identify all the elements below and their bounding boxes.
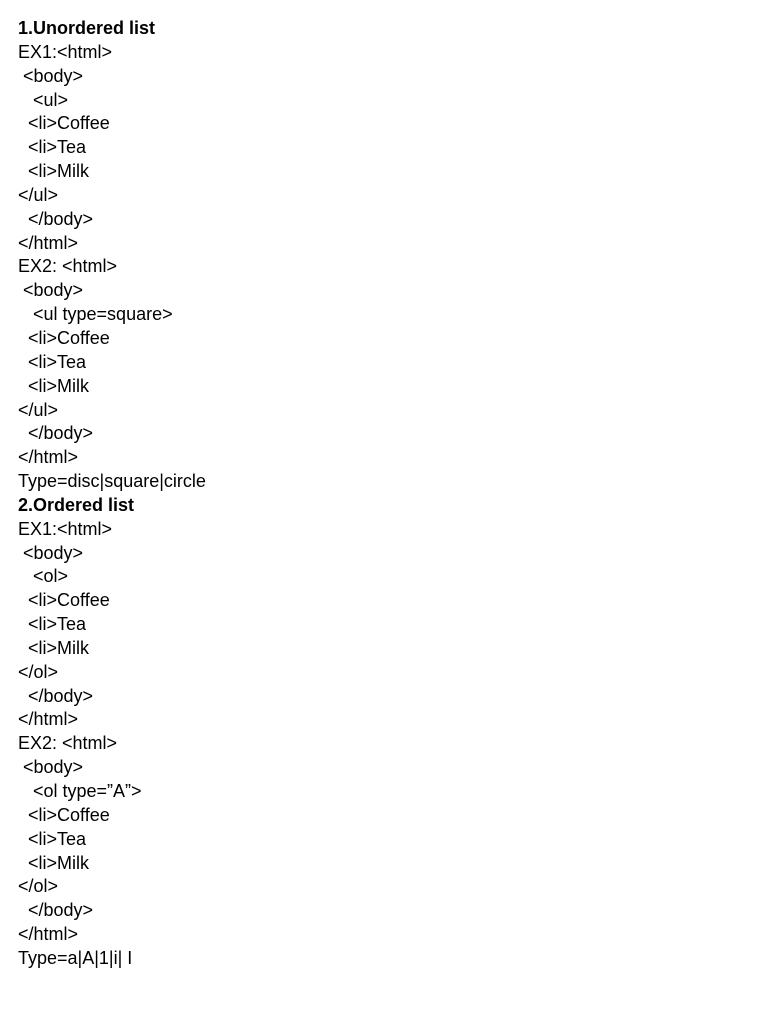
- code-line: </body>: [18, 208, 94, 229]
- code-line: <li>Tea: [18, 614, 87, 635]
- code-line: <li>Milk: [18, 637, 90, 658]
- code-line: <ol type=”A”>: [18, 781, 142, 801]
- code-line: <li>Coffee: [18, 113, 110, 134]
- code-line: </body>: [18, 685, 94, 706]
- section-heading: 1.Unordered list: [18, 18, 156, 38]
- code-line: Type=disc|square|circle: [18, 471, 206, 492]
- code-line: <li>Coffee: [18, 327, 110, 348]
- code-line: EX2: <html>: [18, 256, 118, 277]
- code-line: <body>: [18, 542, 84, 563]
- code-line: <body>: [18, 280, 84, 301]
- code-line: EX1:<html>: [18, 518, 113, 539]
- code-line: </ol>: [18, 876, 59, 897]
- code-line: </body>: [18, 900, 94, 921]
- code-line: <ul type=square>: [18, 304, 173, 325]
- code-line: </html>: [18, 709, 79, 730]
- code-line: Type=a|A|1|i| I: [18, 947, 133, 968]
- code-line: <li>Tea: [18, 351, 87, 372]
- document-page: [18, 17, 738, 971]
- code-line: <li>Tea: [18, 137, 87, 158]
- code-line: </html>: [18, 232, 79, 253]
- code-line: EX1:<html>: [18, 41, 113, 62]
- code-line: <body>: [18, 65, 84, 86]
- code-line: </ol>: [18, 661, 59, 682]
- code-line: <li>Milk: [18, 161, 90, 182]
- code-line: EX2: <html>: [18, 733, 118, 754]
- code-line: <ul>: [18, 89, 69, 110]
- code-line: <body>: [18, 757, 84, 778]
- code-line: </html>: [18, 447, 79, 468]
- section-2: [18, 494, 738, 971]
- code-line: </ul>: [18, 184, 59, 205]
- code-line: <ol>: [18, 566, 69, 587]
- code-line: </ul>: [18, 399, 59, 420]
- code-line: </body>: [18, 423, 94, 444]
- code-line: </html>: [18, 924, 79, 945]
- code-line: <li>Coffee: [18, 590, 110, 611]
- code-line: <li>Milk: [18, 375, 90, 396]
- section-1: [18, 17, 738, 494]
- code-line: <li>Tea: [18, 828, 87, 849]
- code-line: <li>Coffee: [18, 804, 110, 825]
- section-heading: 2.Ordered list: [18, 494, 135, 515]
- code-line: <li>Milk: [18, 852, 90, 873]
